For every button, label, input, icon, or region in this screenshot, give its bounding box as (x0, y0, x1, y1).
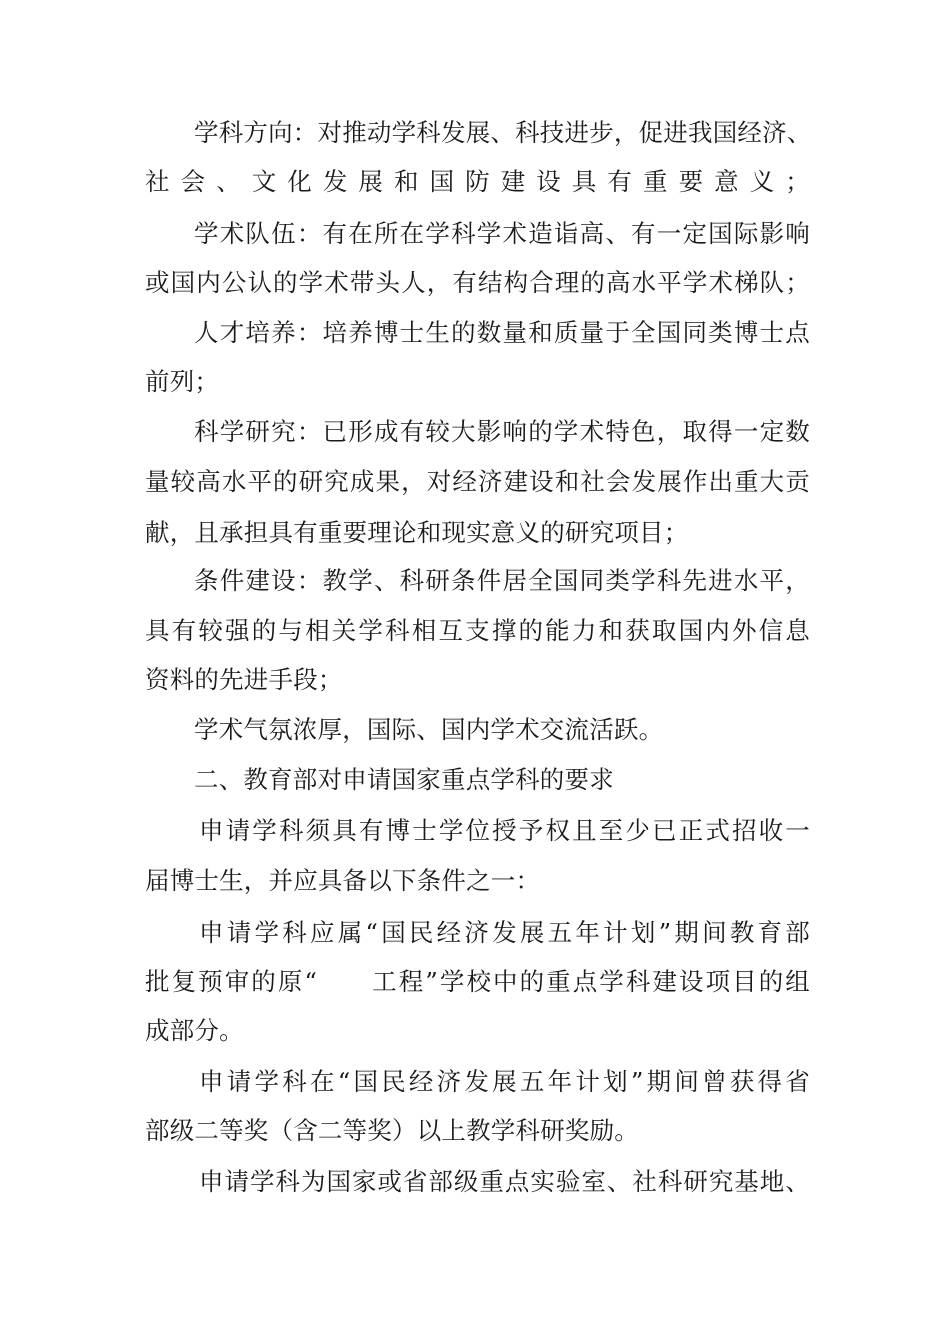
text-line: 申请学科须具有博士学位授予权且至少已正式招收一 (199, 816, 810, 845)
section-heading: 二、教育部对申请国家重点学科的要求 (194, 765, 614, 794)
text-line: 条件建设：教学、科研条件居全国同类学科先进水平， (194, 566, 810, 595)
text-line: 具有较强的与相关学科相互支撑的能力和获取国内外信息 (145, 616, 810, 645)
text-line: 学科方向：对推动学科发展、科技进步，促进我国经济、 (194, 118, 812, 147)
text-line: 量较高水平的研究成果，对经济建设和社会发展作出重大贡 (145, 467, 810, 496)
text-line: 申请学科为国家或省部级重点实验室、社科研究基地、 (199, 1167, 810, 1196)
text-line: 学术气氛浓厚，国际、国内学术交流活跃。 (194, 715, 664, 744)
text-line: 社会、文化发展和国防建设具有重要意义； (145, 167, 810, 196)
text-line: 或国内公认的学术带头人，有结构合理的高水平学术梯队； (145, 268, 810, 297)
text-line: 资料的先进手段； (145, 665, 343, 694)
text-line: 成部分。 (145, 1016, 244, 1045)
text-line: 部级二等奖（含二等奖）以上教学科研奖励。 (145, 1116, 639, 1145)
text-line: 申请学科应属“国民经济发展五年计划”期间教育部 (199, 918, 810, 947)
text-line: 申请学科在“国民经济发展五年计划”期间曾获得省 (199, 1067, 810, 1096)
text-line: 学术队伍：有在所在学科学术造诣高、有一定国际影响 (194, 219, 810, 248)
text-line: 届博士生，并应具备以下条件之一： (145, 866, 541, 895)
text-line: 批复预审的原“ 工程”学校中的重点学科建设项目的组 (145, 967, 810, 996)
text-line: 人才培养：培养博士生的数量和质量于全国同类博士点 (194, 318, 810, 347)
text-line: 前列； (145, 367, 220, 396)
text-line: 科学研究：已形成有较大影响的学术特色，取得一定数 (194, 417, 810, 446)
text-line: 献，且承担具有重要理论和现实意义的研究项目； (145, 518, 689, 547)
